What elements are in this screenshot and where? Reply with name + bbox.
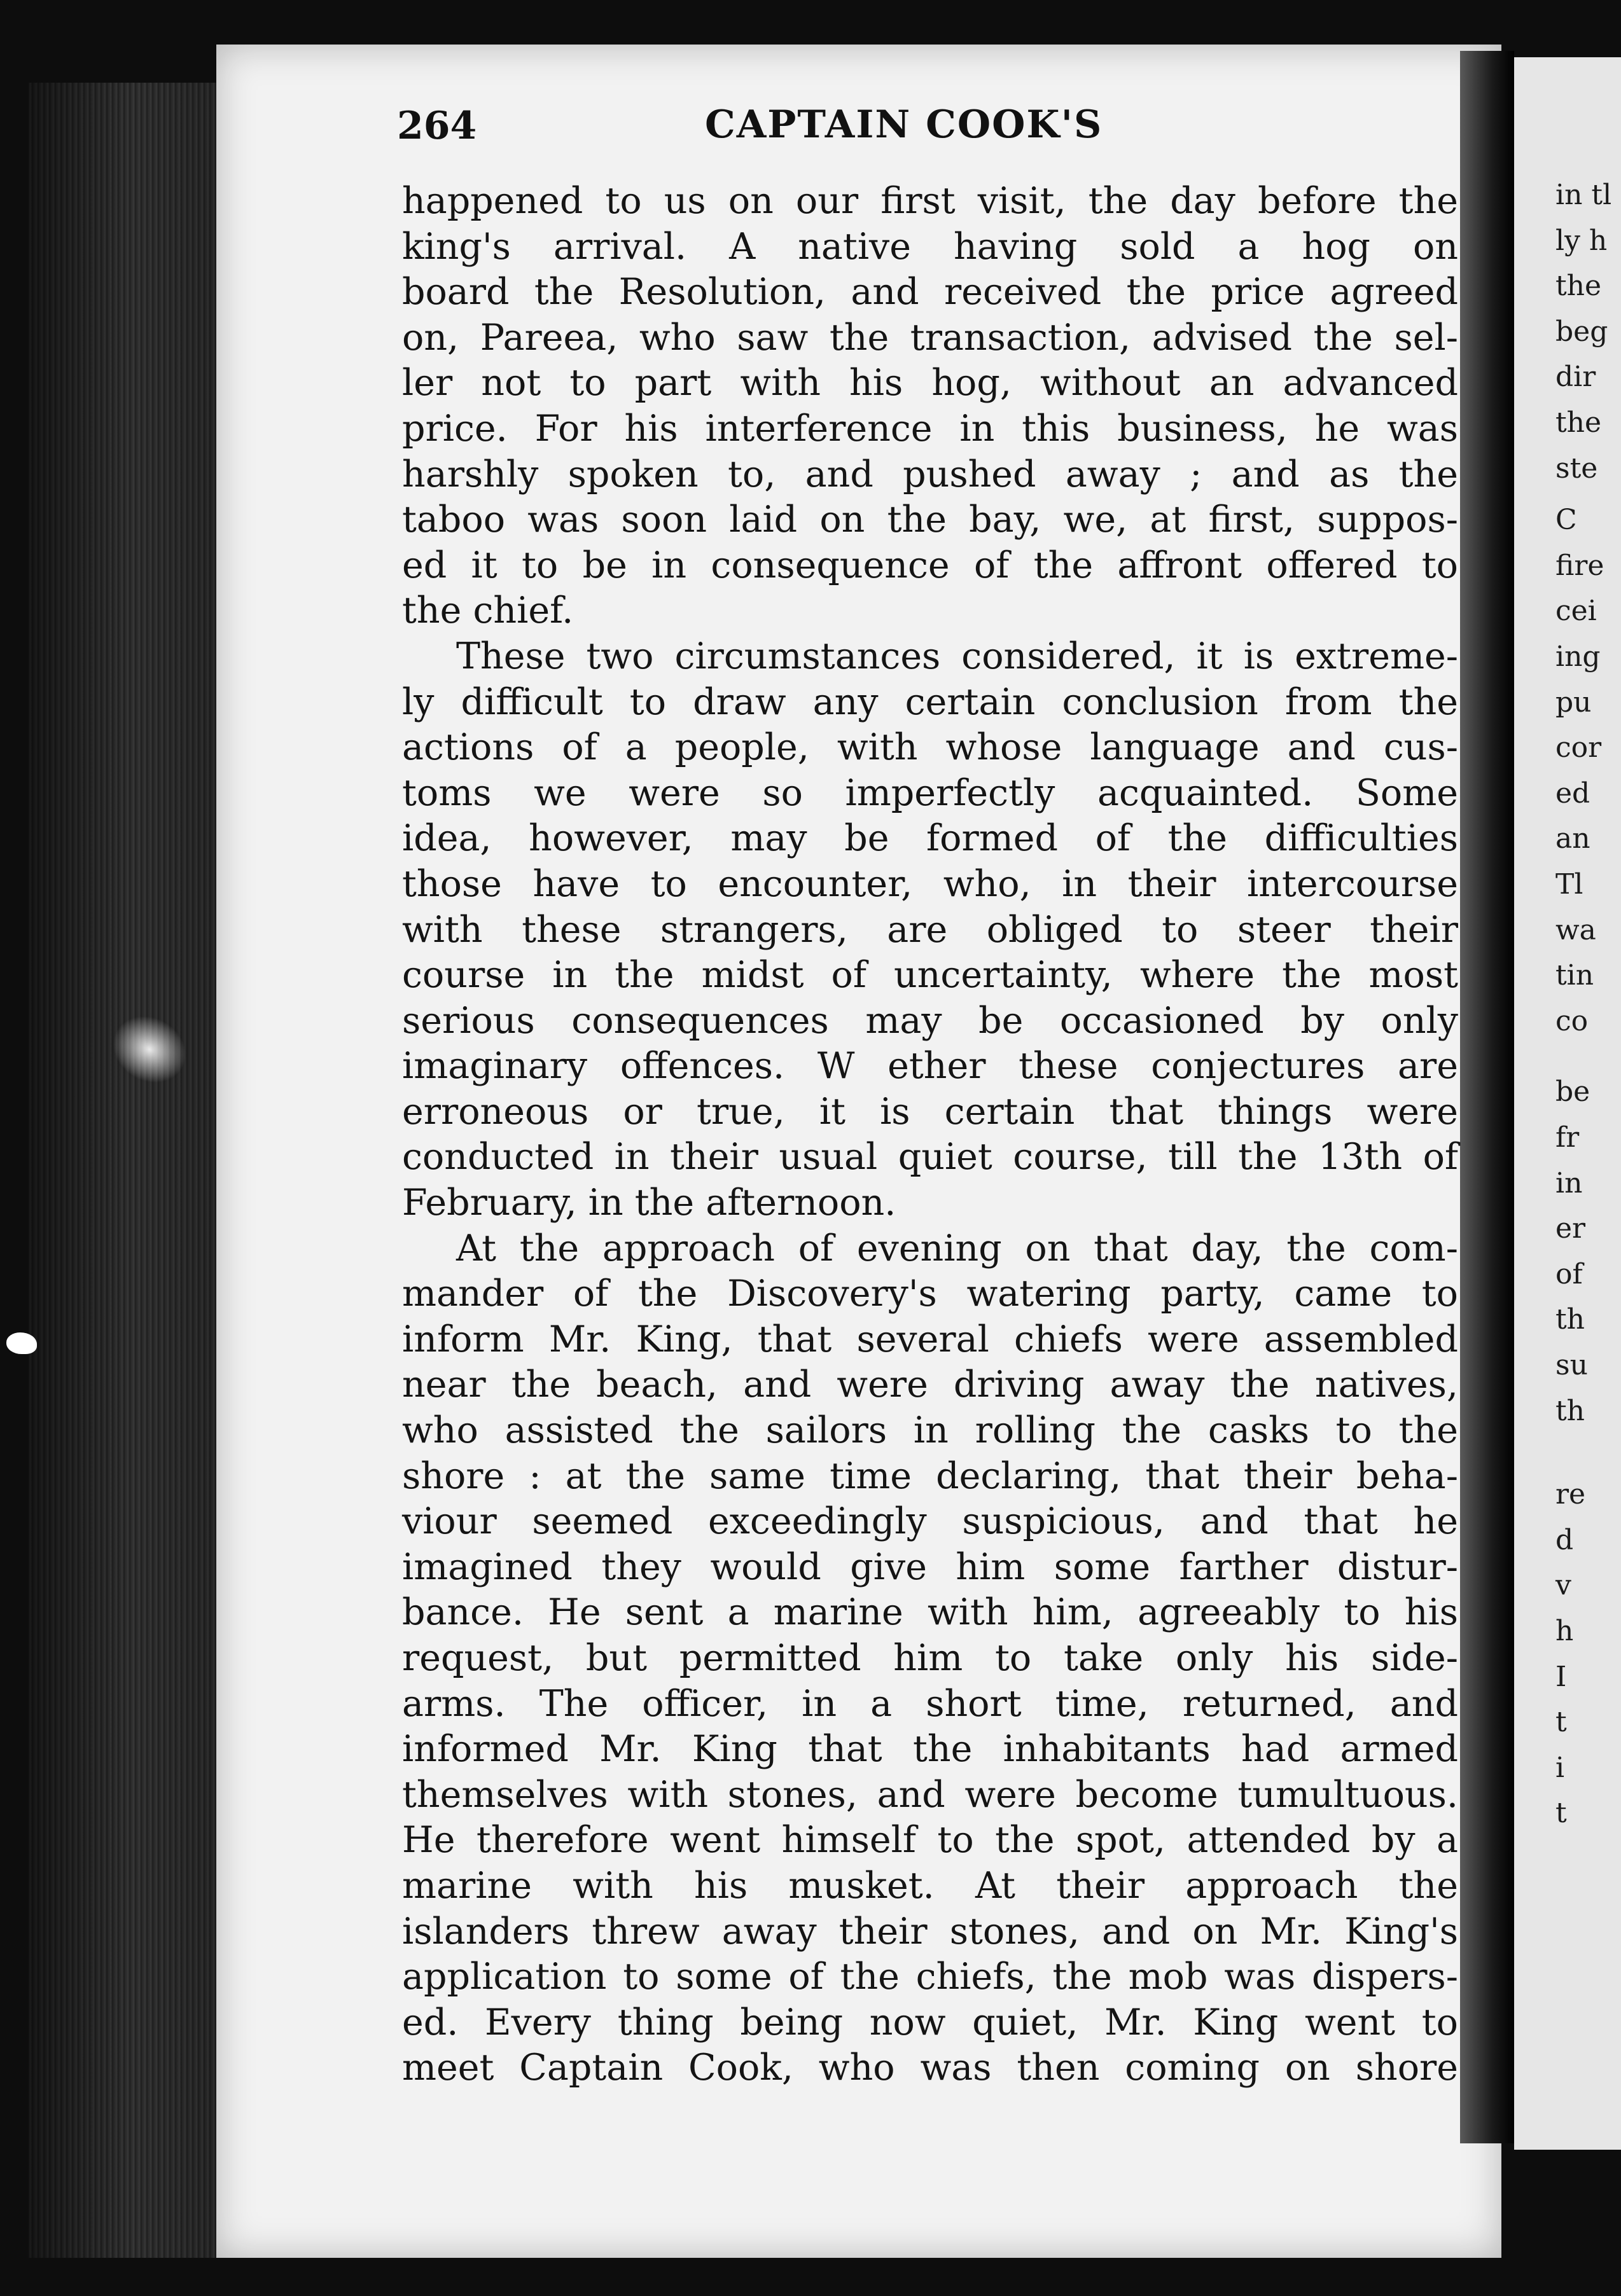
text-line: on, Pareea, who saw the transaction, advised the sel- xyxy=(402,316,1458,359)
text-line: ly difficult to draw any certain conclusion from the xyxy=(402,681,1458,723)
text-line: ler not to part with his hog, without an advanced xyxy=(402,362,1458,405)
facing-page-fragment: th xyxy=(1555,1394,1585,1427)
facing-page-fragment: tin xyxy=(1555,959,1594,992)
text-line: near the beach, and were driving away the natives, xyxy=(402,1364,1458,1406)
text-line: marine with his musket. At their approach the xyxy=(402,1864,1458,1907)
facing-page-fragment: of xyxy=(1555,1257,1583,1290)
book-gutter xyxy=(1460,51,1514,2143)
text-line: application to some of the chiefs, the mob was dispers- xyxy=(402,1956,1458,1998)
text-line: islanders threw away their stones, and on Mr. King's xyxy=(402,1910,1458,1953)
facing-page-fragment: C xyxy=(1555,504,1577,537)
text-line: king's arrival. A native having sold a hog on xyxy=(402,225,1458,268)
text-line: board the Resolution, and received the price agreed xyxy=(402,271,1458,314)
text-line: toms we were so imperfectly acquainted. Some xyxy=(402,771,1458,814)
text-line: with these strangers, are obliged to steer their xyxy=(402,908,1458,951)
facing-page-fragment: in tl xyxy=(1555,179,1612,211)
facing-page-fragment: ed xyxy=(1555,777,1590,810)
facing-page-fragment: the xyxy=(1555,270,1602,303)
text-line: ed. Every thing being now quiet, Mr. King went to xyxy=(402,2001,1458,2044)
facing-page-fragment: the xyxy=(1555,406,1602,439)
facing-page-fragment: ing xyxy=(1555,640,1601,673)
text-line: imagined they would give him some farther distur- xyxy=(402,1546,1458,1588)
text-line: erroneous or true, it is certain that things were xyxy=(402,1090,1458,1133)
facing-page-fragment: re xyxy=(1555,1478,1586,1511)
facing-page-fragment: i xyxy=(1555,1751,1565,1784)
facing-page-fragment: Tl xyxy=(1555,868,1583,901)
text-line: At the approach of evening on that day, the com- xyxy=(456,1227,1458,1269)
page-number: 264 xyxy=(397,104,477,148)
facing-page-fragment: h xyxy=(1555,1615,1574,1647)
text-line: mander of the Discovery's watering party, came to xyxy=(402,1273,1458,1315)
facing-page-fragment: t xyxy=(1555,1706,1567,1739)
text-line: the chief. xyxy=(402,590,574,632)
text-line: serious consequences may be occasioned by only xyxy=(402,999,1458,1042)
text-line: conducted in their usual quiet course, till the 13th of xyxy=(402,1136,1458,1179)
text-line: those have to encounter, who, in their intercourse xyxy=(402,862,1458,905)
text-line: He therefore went himself to the spot, attended by a xyxy=(402,1819,1458,1862)
facing-page-fragment: ste xyxy=(1555,452,1598,485)
text-line: viour seemed exceedingly suspicious, and that he xyxy=(402,1500,1458,1543)
text-line: idea, however, may be formed of the difficulties xyxy=(402,817,1458,860)
facing-page-fragment: er xyxy=(1555,1212,1586,1245)
facing-page-fragment: fire xyxy=(1555,549,1604,582)
text-line: who assisted the sailors in rolling the casks to the xyxy=(402,1409,1458,1452)
text-line: ed it to be in consequence of the affront offered to xyxy=(402,544,1458,586)
facing-page-fragment: I xyxy=(1555,1660,1567,1693)
facing-page-fragment: fr xyxy=(1555,1121,1580,1154)
text-line: happened to us on our first visit, the day before the xyxy=(402,180,1458,222)
facing-page-fragment: th xyxy=(1555,1303,1585,1336)
text-line: arms. The officer, in a short time, returned, and xyxy=(402,1682,1458,1725)
text-line: actions of a people, with whose language and cus- xyxy=(402,726,1458,769)
facing-page-fragment: in xyxy=(1555,1166,1583,1200)
facing-page-fragment: be xyxy=(1555,1075,1590,1109)
text-line: shore : at the same time declaring, that their beha- xyxy=(402,1455,1458,1497)
facing-page-fragment: co xyxy=(1555,1004,1589,1037)
text-line: meet Captain Cook, who was then coming on shore xyxy=(402,2047,1458,2089)
facing-page-fragment: beg xyxy=(1555,315,1608,348)
text-line: taboo was soon laid on the bay, we, at first, suppos- xyxy=(402,499,1458,541)
text-line: February, in the afternoon. xyxy=(402,1182,896,1224)
facing-page-fragment: su xyxy=(1555,1349,1588,1381)
facing-page-fragment: ly h xyxy=(1555,224,1608,257)
facing-page-fragment: d xyxy=(1555,1523,1574,1556)
facing-page-fragment: cei xyxy=(1555,595,1597,628)
facing-page-fragment: cor xyxy=(1555,731,1602,764)
text-line: These two circumstances considered, it is extreme- xyxy=(456,635,1458,677)
facing-page-fragment: wa xyxy=(1555,913,1596,946)
text-line: harshly spoken to, and pushed away ; and as the xyxy=(402,453,1458,495)
text-line: course in the midst of uncertainty, where the most xyxy=(402,954,1458,997)
scan-blot xyxy=(6,1332,37,1354)
facing-page-fragment: t xyxy=(1555,1797,1567,1830)
facing-page-fragment: v xyxy=(1555,1569,1571,1602)
text-line: price. For his interference in this business, he was xyxy=(402,407,1458,450)
text-line: themselves with stones, and were become tumultuous. xyxy=(402,1773,1458,1816)
text-line: inform Mr. King, that several chiefs were assembled xyxy=(402,1318,1458,1360)
facing-page-fragment: dir xyxy=(1555,361,1596,394)
text-line: imaginary offences. W ether these conjectures are xyxy=(402,1045,1458,1088)
text-line: request, but permitted him to take only his side- xyxy=(402,1637,1458,1679)
body-text xyxy=(402,179,1458,2091)
text-line: informed Mr. King that the inhabitants had armed xyxy=(402,1728,1458,1771)
facing-page-fragment: an xyxy=(1555,822,1590,855)
running-head: CAPTAIN COOK'S xyxy=(705,102,1103,147)
facing-page-fragment: pu xyxy=(1555,686,1592,719)
text-line: bance. He sent a marine with him, agreeably to his xyxy=(402,1591,1458,1634)
